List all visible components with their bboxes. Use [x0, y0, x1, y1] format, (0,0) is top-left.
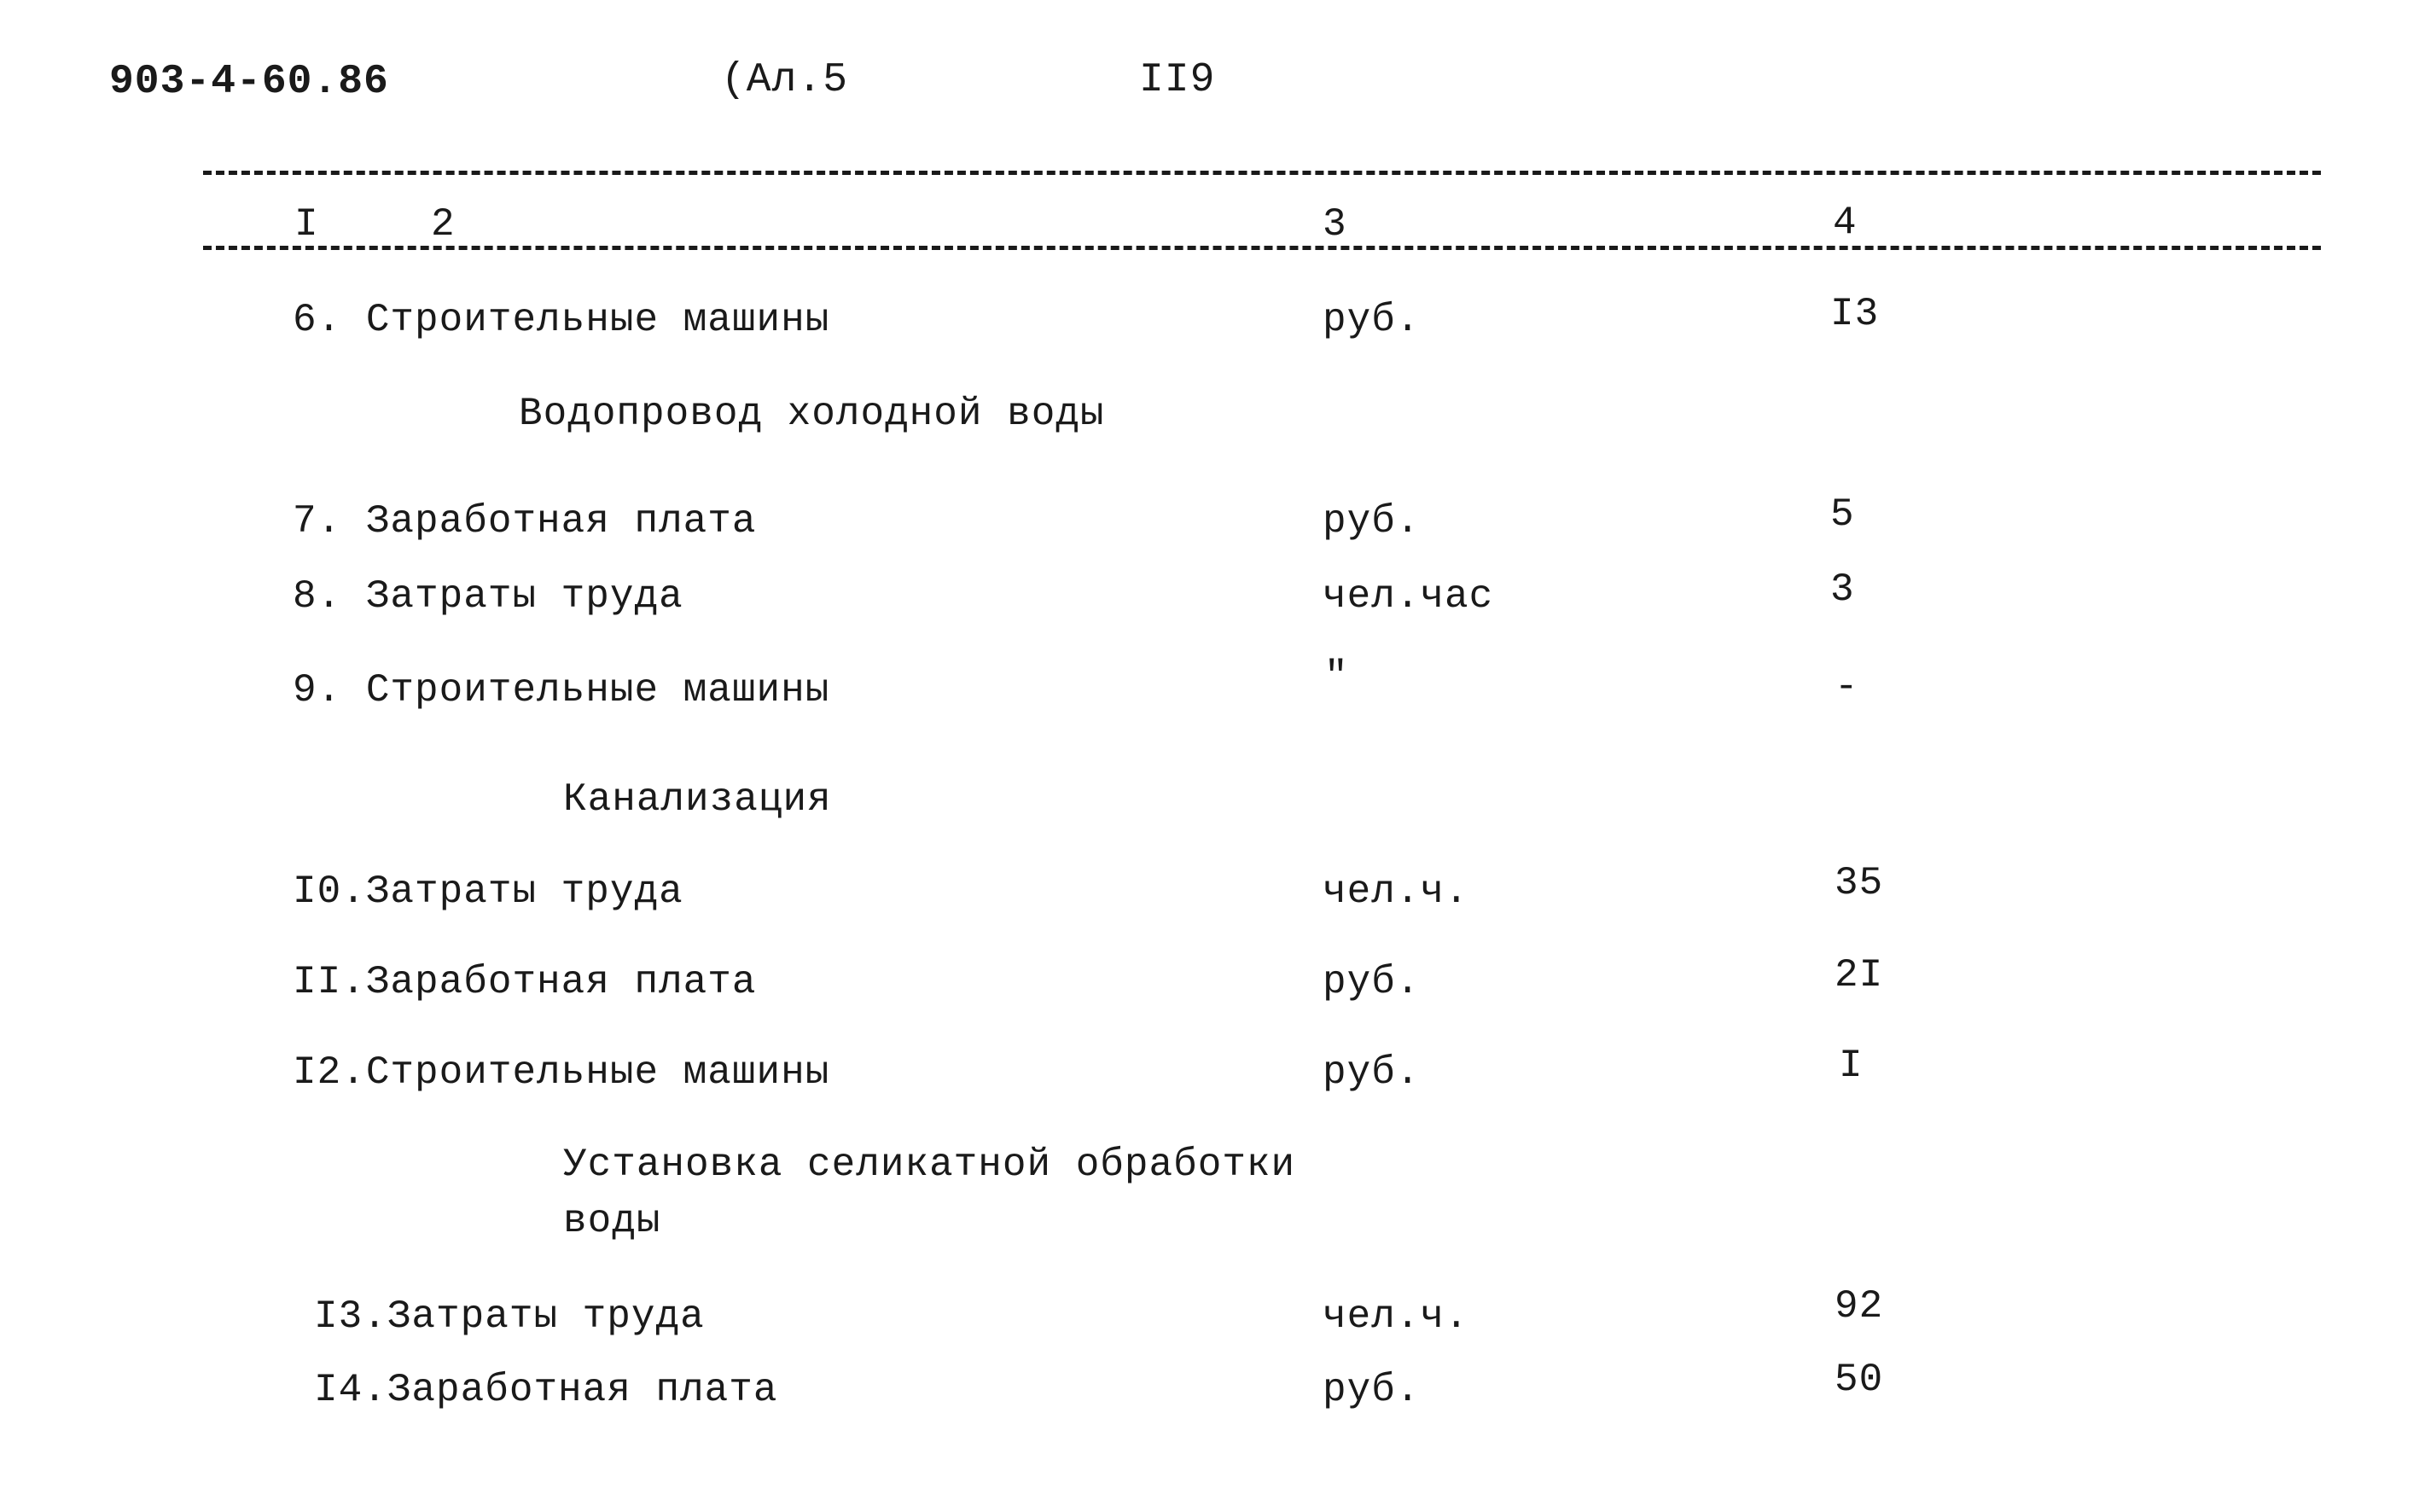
item-unit: руб.	[1323, 1368, 1421, 1412]
item-unit: чел.ч.	[1323, 869, 1469, 914]
item-label: 6. Строительные машины	[293, 298, 830, 342]
item-unit: "	[1324, 654, 1349, 699]
item-value: 5	[1830, 492, 1855, 537]
item-unit: руб.	[1323, 499, 1421, 544]
item-value: 92	[1835, 1284, 1884, 1329]
item-unit: чел.час	[1323, 574, 1494, 619]
item-value: 35	[1835, 861, 1884, 905]
document-code: 903-4-60.86	[109, 59, 389, 105]
album-number: (Ал.5	[721, 57, 849, 103]
item-label: I2.Строительные машины	[293, 1050, 830, 1095]
item-label: I0.Затраты труда	[293, 869, 683, 914]
item-value: 3	[1830, 567, 1855, 612]
table-top-rule	[203, 171, 2321, 175]
column-number-3: 3	[1323, 202, 1347, 247]
item-unit: руб.	[1323, 960, 1421, 1004]
column-number-1: I	[294, 202, 319, 247]
item-value: -	[1835, 665, 1859, 709]
item-unit: руб.	[1323, 1050, 1421, 1095]
item-label: 7. Заработная плата	[293, 499, 757, 544]
section-heading-continued: воды	[563, 1199, 661, 1243]
item-value: I	[1839, 1044, 1864, 1088]
column-number-4: 4	[1833, 201, 1858, 245]
item-label: II.Заработная плата	[293, 960, 757, 1004]
column-number-2: 2	[431, 202, 456, 247]
page-number: II9	[1139, 57, 1216, 103]
section-heading: Водопровод холодной воды	[519, 392, 1105, 436]
item-label: 8. Затраты труда	[293, 574, 683, 619]
section-heading: Канализация	[563, 777, 832, 822]
section-heading: Установка селикатной обработки	[563, 1143, 1296, 1187]
item-label: 9. Строительные машины	[293, 668, 830, 712]
item-label: I4.Заработная плата	[314, 1368, 778, 1412]
item-unit: руб.	[1323, 298, 1421, 342]
item-value: I3	[1830, 292, 1880, 336]
table-header-rule	[203, 246, 2321, 250]
item-value: 50	[1835, 1358, 1884, 1402]
item-value: 2I	[1835, 953, 1884, 997]
item-label: I3.Затраты труда	[314, 1294, 705, 1339]
item-unit: чел.ч.	[1323, 1294, 1469, 1339]
